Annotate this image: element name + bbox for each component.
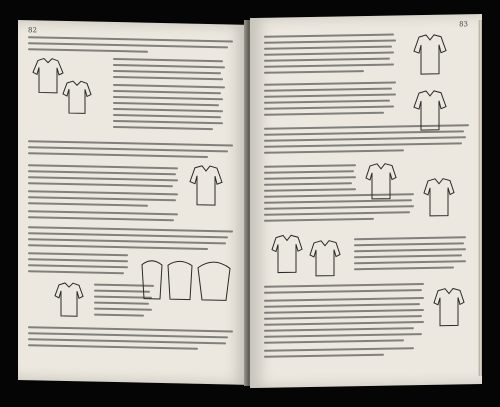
blouse-figure	[410, 33, 450, 78]
left-page	[18, 20, 248, 385]
blouse-figure	[60, 79, 94, 116]
page-number-right: 83	[459, 20, 468, 29]
open-book	[18, 20, 486, 392]
right-page	[250, 14, 482, 388]
blouse-figure	[186, 164, 226, 209]
blouse-figure	[52, 281, 86, 320]
blouse-figure	[306, 238, 344, 279]
blouse-figure	[420, 176, 458, 219]
page-number-left: 82	[28, 26, 37, 35]
blouse-figure	[268, 233, 306, 276]
blouse-figure	[430, 286, 468, 329]
page-edges	[478, 20, 482, 376]
